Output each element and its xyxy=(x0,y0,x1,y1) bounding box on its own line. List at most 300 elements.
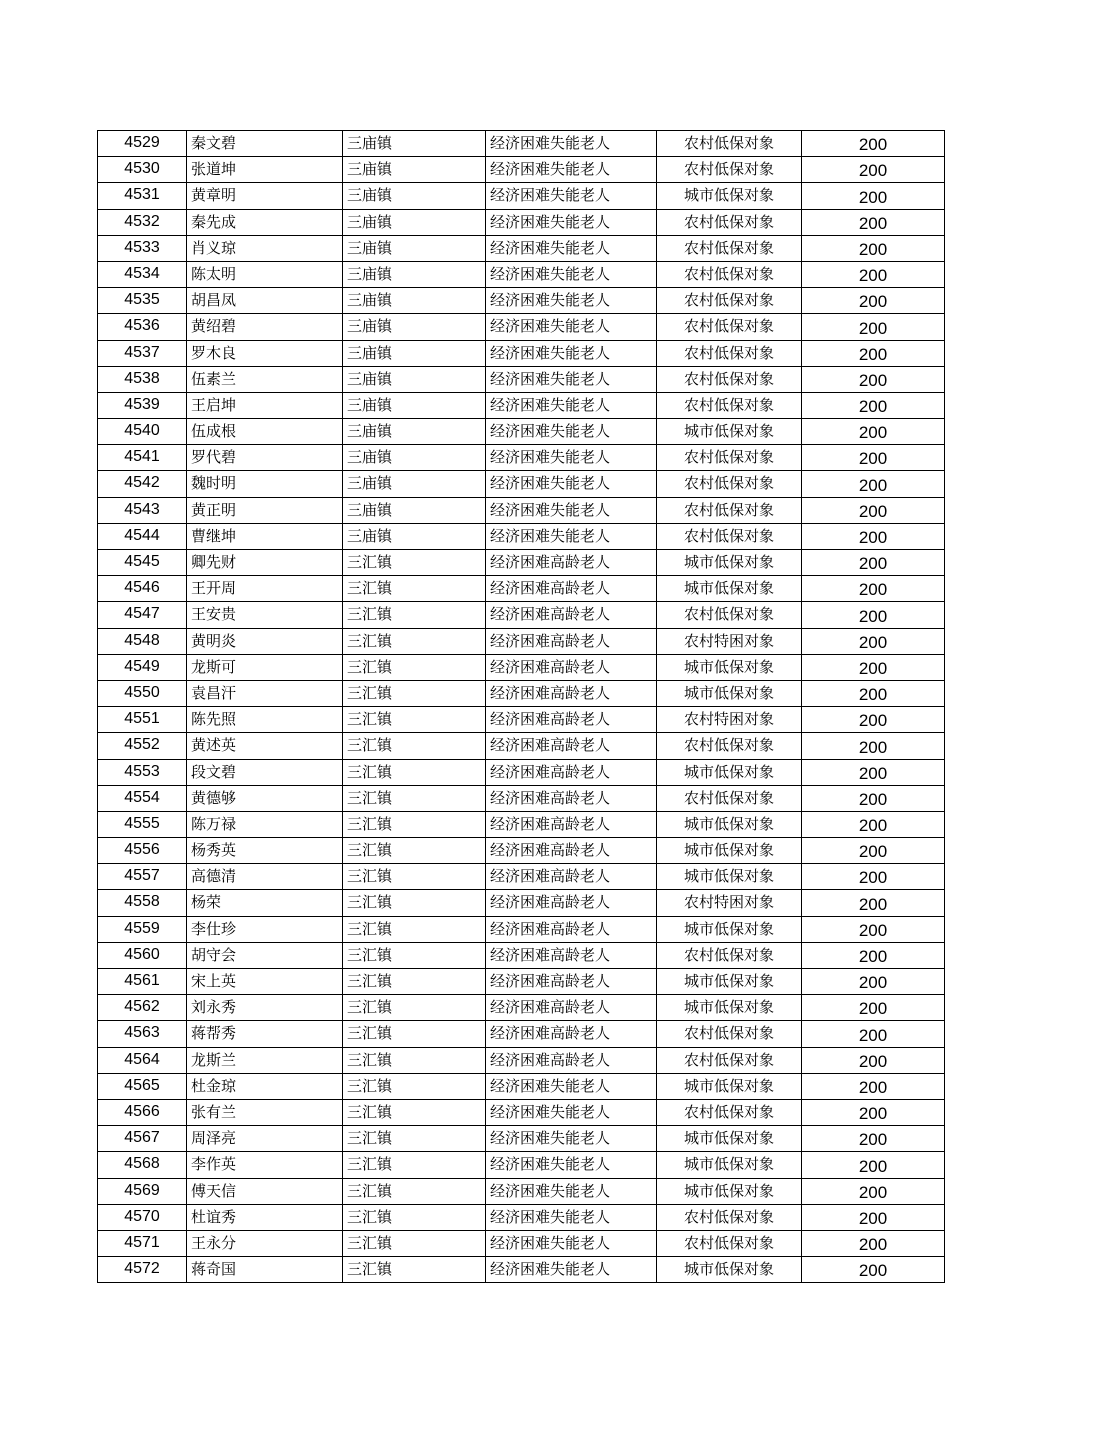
row-number-cell: 4558 xyxy=(98,890,187,916)
category-cell: 经济困难高龄老人 xyxy=(486,1047,657,1073)
town-cell: 三汇镇 xyxy=(343,1230,486,1256)
table-row xyxy=(98,392,945,418)
row-number-cell: 4538 xyxy=(98,366,187,392)
recipient-type-cell: 农村低保对象 xyxy=(657,131,802,157)
amount-cell: 200 xyxy=(802,628,945,654)
recipient-type-cell: 农村低保对象 xyxy=(657,1047,802,1073)
table-row xyxy=(98,969,945,995)
category-cell: 经济困难失能老人 xyxy=(486,131,657,157)
table-row xyxy=(98,445,945,471)
table-row xyxy=(98,785,945,811)
name-cell: 胡昌凤 xyxy=(187,288,343,314)
row-number-cell: 4550 xyxy=(98,680,187,706)
name-cell: 伍成根 xyxy=(187,419,343,445)
category-cell: 经济困难失能老人 xyxy=(486,497,657,523)
row-number-cell: 4568 xyxy=(98,1152,187,1178)
name-cell: 秦先成 xyxy=(187,209,343,235)
row-number-cell: 4531 xyxy=(98,183,187,209)
town-cell: 三汇镇 xyxy=(343,1126,486,1152)
name-cell: 卿先财 xyxy=(187,550,343,576)
category-cell: 经济困难失能老人 xyxy=(486,1230,657,1256)
row-number-cell: 4529 xyxy=(98,131,187,157)
recipient-type-cell: 城市低保对象 xyxy=(657,1126,802,1152)
recipient-type-cell: 农村低保对象 xyxy=(657,366,802,392)
name-cell: 胡守会 xyxy=(187,942,343,968)
table-row xyxy=(98,131,945,157)
town-cell: 三汇镇 xyxy=(343,811,486,837)
name-cell: 刘永秀 xyxy=(187,995,343,1021)
category-cell: 经济困难失能老人 xyxy=(486,523,657,549)
table-row xyxy=(98,1047,945,1073)
recipient-type-cell: 城市低保对象 xyxy=(657,995,802,1021)
recipient-type-cell: 农村低保对象 xyxy=(657,157,802,183)
category-cell: 经济困难失能老人 xyxy=(486,235,657,261)
table-row xyxy=(98,1257,945,1283)
amount-cell: 200 xyxy=(802,261,945,287)
recipient-type-cell: 城市低保对象 xyxy=(657,654,802,680)
amount-cell: 200 xyxy=(802,419,945,445)
name-cell: 杨荣 xyxy=(187,890,343,916)
subsidy-table xyxy=(97,130,945,1283)
category-cell: 经济困难失能老人 xyxy=(486,445,657,471)
town-cell: 三汇镇 xyxy=(343,1204,486,1230)
amount-cell: 200 xyxy=(802,131,945,157)
town-cell: 三庙镇 xyxy=(343,288,486,314)
name-cell: 黄德够 xyxy=(187,785,343,811)
row-number-cell: 4541 xyxy=(98,445,187,471)
town-cell: 三汇镇 xyxy=(343,864,486,890)
town-cell: 三汇镇 xyxy=(343,1099,486,1125)
recipient-type-cell: 城市低保对象 xyxy=(657,838,802,864)
row-number-cell: 4549 xyxy=(98,654,187,680)
name-cell: 高德清 xyxy=(187,864,343,890)
name-cell: 陈先照 xyxy=(187,707,343,733)
town-cell: 三汇镇 xyxy=(343,916,486,942)
category-cell: 经济困难高龄老人 xyxy=(486,707,657,733)
table-row xyxy=(98,916,945,942)
amount-cell: 200 xyxy=(802,864,945,890)
amount-cell: 200 xyxy=(802,680,945,706)
table-row xyxy=(98,419,945,445)
table-row xyxy=(98,1073,945,1099)
row-number-cell: 4554 xyxy=(98,785,187,811)
category-cell: 经济困难失能老人 xyxy=(486,1099,657,1125)
town-cell: 三庙镇 xyxy=(343,523,486,549)
town-cell: 三汇镇 xyxy=(343,654,486,680)
table-row xyxy=(98,995,945,1021)
recipient-type-cell: 农村低保对象 xyxy=(657,1099,802,1125)
name-cell: 李仕珍 xyxy=(187,916,343,942)
recipient-type-cell: 农村低保对象 xyxy=(657,785,802,811)
category-cell: 经济困难高龄老人 xyxy=(486,550,657,576)
category-cell: 经济困难失能老人 xyxy=(486,1178,657,1204)
amount-cell: 200 xyxy=(802,183,945,209)
amount-cell: 200 xyxy=(802,890,945,916)
name-cell: 王开周 xyxy=(187,576,343,602)
recipient-type-cell: 农村特困对象 xyxy=(657,707,802,733)
town-cell: 三汇镇 xyxy=(343,1047,486,1073)
category-cell: 经济困难失能老人 xyxy=(486,261,657,287)
category-cell: 经济困难失能老人 xyxy=(486,1073,657,1099)
row-number-cell: 4571 xyxy=(98,1230,187,1256)
amount-cell: 200 xyxy=(802,811,945,837)
row-number-cell: 4534 xyxy=(98,261,187,287)
town-cell: 三庙镇 xyxy=(343,366,486,392)
town-cell: 三汇镇 xyxy=(343,628,486,654)
row-number-cell: 4556 xyxy=(98,838,187,864)
name-cell: 曹继坤 xyxy=(187,523,343,549)
table-row xyxy=(98,523,945,549)
category-cell: 经济困难高龄老人 xyxy=(486,838,657,864)
name-cell: 黄正明 xyxy=(187,497,343,523)
table-row xyxy=(98,1152,945,1178)
category-cell: 经济困难高龄老人 xyxy=(486,680,657,706)
category-cell: 经济困难失能老人 xyxy=(486,288,657,314)
recipient-type-cell: 城市低保对象 xyxy=(657,1257,802,1283)
category-cell: 经济困难高龄老人 xyxy=(486,602,657,628)
recipient-type-cell: 城市低保对象 xyxy=(657,680,802,706)
recipient-type-cell: 农村低保对象 xyxy=(657,340,802,366)
category-cell: 经济困难高龄老人 xyxy=(486,942,657,968)
town-cell: 三汇镇 xyxy=(343,838,486,864)
amount-cell: 200 xyxy=(802,838,945,864)
recipient-type-cell: 农村低保对象 xyxy=(657,602,802,628)
row-number-cell: 4540 xyxy=(98,419,187,445)
recipient-type-cell: 农村低保对象 xyxy=(657,1021,802,1047)
category-cell: 经济困难高龄老人 xyxy=(486,1021,657,1047)
amount-cell: 200 xyxy=(802,445,945,471)
category-cell: 经济困难失能老人 xyxy=(486,1126,657,1152)
amount-cell: 200 xyxy=(802,523,945,549)
row-number-cell: 4543 xyxy=(98,497,187,523)
amount-cell: 200 xyxy=(802,1178,945,1204)
amount-cell: 200 xyxy=(802,1152,945,1178)
row-number-cell: 4572 xyxy=(98,1257,187,1283)
row-number-cell: 4547 xyxy=(98,602,187,628)
amount-cell: 200 xyxy=(802,759,945,785)
table-row xyxy=(98,628,945,654)
town-cell: 三汇镇 xyxy=(343,785,486,811)
town-cell: 三汇镇 xyxy=(343,602,486,628)
amount-cell: 200 xyxy=(802,1073,945,1099)
category-cell: 经济困难失能老人 xyxy=(486,366,657,392)
name-cell: 龙斯可 xyxy=(187,654,343,680)
amount-cell: 200 xyxy=(802,288,945,314)
name-cell: 黄章明 xyxy=(187,183,343,209)
town-cell: 三庙镇 xyxy=(343,131,486,157)
town-cell: 三庙镇 xyxy=(343,340,486,366)
table-row xyxy=(98,942,945,968)
row-number-cell: 4562 xyxy=(98,995,187,1021)
recipient-type-cell: 城市低保对象 xyxy=(657,916,802,942)
table-row xyxy=(98,1126,945,1152)
amount-cell: 200 xyxy=(802,314,945,340)
recipient-type-cell: 农村低保对象 xyxy=(657,235,802,261)
recipient-type-cell: 农村低保对象 xyxy=(657,942,802,968)
table-row xyxy=(98,288,945,314)
table-row xyxy=(98,654,945,680)
recipient-type-cell: 城市低保对象 xyxy=(657,419,802,445)
amount-cell: 200 xyxy=(802,340,945,366)
row-number-cell: 4546 xyxy=(98,576,187,602)
name-cell: 傅天信 xyxy=(187,1178,343,1204)
name-cell: 杨秀英 xyxy=(187,838,343,864)
town-cell: 三汇镇 xyxy=(343,1152,486,1178)
recipient-type-cell: 城市低保对象 xyxy=(657,1073,802,1099)
town-cell: 三庙镇 xyxy=(343,235,486,261)
town-cell: 三庙镇 xyxy=(343,314,486,340)
row-number-cell: 4564 xyxy=(98,1047,187,1073)
table-row xyxy=(98,550,945,576)
name-cell: 肖义琼 xyxy=(187,235,343,261)
town-cell: 三庙镇 xyxy=(343,445,486,471)
name-cell: 周泽亮 xyxy=(187,1126,343,1152)
table-row xyxy=(98,471,945,497)
name-cell: 黄述英 xyxy=(187,733,343,759)
amount-cell: 200 xyxy=(802,1230,945,1256)
recipient-type-cell: 农村低保对象 xyxy=(657,392,802,418)
name-cell: 魏时明 xyxy=(187,471,343,497)
amount-cell: 200 xyxy=(802,550,945,576)
name-cell: 罗代碧 xyxy=(187,445,343,471)
recipient-type-cell: 城市低保对象 xyxy=(657,759,802,785)
amount-cell: 200 xyxy=(802,209,945,235)
name-cell: 罗木良 xyxy=(187,340,343,366)
recipient-type-cell: 城市低保对象 xyxy=(657,864,802,890)
name-cell: 陈万禄 xyxy=(187,811,343,837)
recipient-type-cell: 农村低保对象 xyxy=(657,1204,802,1230)
name-cell: 王永分 xyxy=(187,1230,343,1256)
town-cell: 三庙镇 xyxy=(343,183,486,209)
town-cell: 三庙镇 xyxy=(343,209,486,235)
table-row xyxy=(98,1099,945,1125)
row-number-cell: 4567 xyxy=(98,1126,187,1152)
row-number-cell: 4545 xyxy=(98,550,187,576)
table-row xyxy=(98,680,945,706)
table-row xyxy=(98,602,945,628)
table-row xyxy=(98,209,945,235)
row-number-cell: 4548 xyxy=(98,628,187,654)
row-number-cell: 4570 xyxy=(98,1204,187,1230)
town-cell: 三汇镇 xyxy=(343,1073,486,1099)
table-row xyxy=(98,811,945,837)
table-row xyxy=(98,838,945,864)
table-row xyxy=(98,1204,945,1230)
town-cell: 三庙镇 xyxy=(343,261,486,287)
row-number-cell: 4535 xyxy=(98,288,187,314)
row-number-cell: 4563 xyxy=(98,1021,187,1047)
category-cell: 经济困难失能老人 xyxy=(486,314,657,340)
town-cell: 三汇镇 xyxy=(343,1257,486,1283)
table-row xyxy=(98,576,945,602)
category-cell: 经济困难高龄老人 xyxy=(486,654,657,680)
town-cell: 三汇镇 xyxy=(343,1021,486,1047)
name-cell: 黄绍碧 xyxy=(187,314,343,340)
recipient-type-cell: 城市低保对象 xyxy=(657,550,802,576)
town-cell: 三庙镇 xyxy=(343,419,486,445)
town-cell: 三汇镇 xyxy=(343,1178,486,1204)
row-number-cell: 4559 xyxy=(98,916,187,942)
town-cell: 三汇镇 xyxy=(343,995,486,1021)
name-cell: 杜金琼 xyxy=(187,1073,343,1099)
table-row xyxy=(98,1021,945,1047)
amount-cell: 200 xyxy=(802,1126,945,1152)
table-row xyxy=(98,733,945,759)
category-cell: 经济困难失能老人 xyxy=(486,1152,657,1178)
category-cell: 经济困难失能老人 xyxy=(486,471,657,497)
category-cell: 经济困难高龄老人 xyxy=(486,785,657,811)
table-row xyxy=(98,864,945,890)
recipient-type-cell: 农村低保对象 xyxy=(657,314,802,340)
recipient-type-cell: 农村低保对象 xyxy=(657,497,802,523)
amount-cell: 200 xyxy=(802,995,945,1021)
name-cell: 袁昌汗 xyxy=(187,680,343,706)
amount-cell: 200 xyxy=(802,576,945,602)
table-row xyxy=(98,157,945,183)
amount-cell: 200 xyxy=(802,1204,945,1230)
name-cell: 王启坤 xyxy=(187,392,343,418)
row-number-cell: 4539 xyxy=(98,392,187,418)
row-number-cell: 4557 xyxy=(98,864,187,890)
category-cell: 经济困难高龄老人 xyxy=(486,995,657,1021)
amount-cell: 200 xyxy=(802,969,945,995)
recipient-type-cell: 城市低保对象 xyxy=(657,183,802,209)
row-number-cell: 4533 xyxy=(98,235,187,261)
recipient-type-cell: 城市低保对象 xyxy=(657,576,802,602)
town-cell: 三庙镇 xyxy=(343,497,486,523)
name-cell: 宋上英 xyxy=(187,969,343,995)
row-number-cell: 4555 xyxy=(98,811,187,837)
recipient-type-cell: 农村低保对象 xyxy=(657,1230,802,1256)
name-cell: 王安贵 xyxy=(187,602,343,628)
recipient-type-cell: 农村低保对象 xyxy=(657,733,802,759)
recipient-type-cell: 城市低保对象 xyxy=(657,811,802,837)
amount-cell: 200 xyxy=(802,366,945,392)
name-cell: 黄明炎 xyxy=(187,628,343,654)
table-row xyxy=(98,314,945,340)
amount-cell: 200 xyxy=(802,654,945,680)
category-cell: 经济困难失能老人 xyxy=(486,157,657,183)
category-cell: 经济困难高龄老人 xyxy=(486,969,657,995)
amount-cell: 200 xyxy=(802,785,945,811)
name-cell: 张有兰 xyxy=(187,1099,343,1125)
name-cell: 伍素兰 xyxy=(187,366,343,392)
category-cell: 经济困难失能老人 xyxy=(486,340,657,366)
table-row xyxy=(98,366,945,392)
row-number-cell: 4552 xyxy=(98,733,187,759)
name-cell: 杜谊秀 xyxy=(187,1204,343,1230)
amount-cell: 200 xyxy=(802,235,945,261)
amount-cell: 200 xyxy=(802,392,945,418)
town-cell: 三汇镇 xyxy=(343,733,486,759)
row-number-cell: 4551 xyxy=(98,707,187,733)
amount-cell: 200 xyxy=(802,942,945,968)
table-row xyxy=(98,183,945,209)
recipient-type-cell: 城市低保对象 xyxy=(657,1152,802,1178)
row-number-cell: 4553 xyxy=(98,759,187,785)
category-cell: 经济困难失能老人 xyxy=(486,1204,657,1230)
table-row xyxy=(98,759,945,785)
town-cell: 三汇镇 xyxy=(343,576,486,602)
row-number-cell: 4566 xyxy=(98,1099,187,1125)
amount-cell: 200 xyxy=(802,733,945,759)
row-number-cell: 4560 xyxy=(98,942,187,968)
town-cell: 三汇镇 xyxy=(343,942,486,968)
amount-cell: 200 xyxy=(802,497,945,523)
amount-cell: 200 xyxy=(802,1047,945,1073)
category-cell: 经济困难高龄老人 xyxy=(486,811,657,837)
recipient-type-cell: 农村低保对象 xyxy=(657,471,802,497)
town-cell: 三汇镇 xyxy=(343,550,486,576)
amount-cell: 200 xyxy=(802,707,945,733)
name-cell: 张道坤 xyxy=(187,157,343,183)
town-cell: 三汇镇 xyxy=(343,707,486,733)
table-row xyxy=(98,707,945,733)
name-cell: 蒋帮秀 xyxy=(187,1021,343,1047)
category-cell: 经济困难高龄老人 xyxy=(486,890,657,916)
category-cell: 经济困难高龄老人 xyxy=(486,916,657,942)
table-row xyxy=(98,340,945,366)
table-row xyxy=(98,1178,945,1204)
recipient-type-cell: 农村特困对象 xyxy=(657,890,802,916)
name-cell: 陈太明 xyxy=(187,261,343,287)
name-cell: 秦文碧 xyxy=(187,131,343,157)
table-body xyxy=(98,131,945,1283)
amount-cell: 200 xyxy=(802,157,945,183)
category-cell: 经济困难高龄老人 xyxy=(486,628,657,654)
recipient-type-cell: 农村低保对象 xyxy=(657,288,802,314)
recipient-type-cell: 城市低保对象 xyxy=(657,1178,802,1204)
amount-cell: 200 xyxy=(802,1021,945,1047)
table-row xyxy=(98,890,945,916)
category-cell: 经济困难高龄老人 xyxy=(486,733,657,759)
table-row xyxy=(98,261,945,287)
amount-cell: 200 xyxy=(802,916,945,942)
row-number-cell: 4544 xyxy=(98,523,187,549)
name-cell: 蒋奇国 xyxy=(187,1257,343,1283)
category-cell: 经济困难失能老人 xyxy=(486,1257,657,1283)
table-row xyxy=(98,235,945,261)
category-cell: 经济困难高龄老人 xyxy=(486,864,657,890)
town-cell: 三庙镇 xyxy=(343,392,486,418)
recipient-type-cell: 农村低保对象 xyxy=(657,523,802,549)
category-cell: 经济困难高龄老人 xyxy=(486,759,657,785)
category-cell: 经济困难失能老人 xyxy=(486,419,657,445)
name-cell: 龙斯兰 xyxy=(187,1047,343,1073)
row-number-cell: 4530 xyxy=(98,157,187,183)
name-cell: 李作英 xyxy=(187,1152,343,1178)
row-number-cell: 4532 xyxy=(98,209,187,235)
amount-cell: 200 xyxy=(802,1257,945,1283)
amount-cell: 200 xyxy=(802,1099,945,1125)
town-cell: 三汇镇 xyxy=(343,759,486,785)
table-row xyxy=(98,1230,945,1256)
category-cell: 经济困难失能老人 xyxy=(486,209,657,235)
name-cell: 段文碧 xyxy=(187,759,343,785)
table-row xyxy=(98,497,945,523)
category-cell: 经济困难高龄老人 xyxy=(486,576,657,602)
category-cell: 经济困难失能老人 xyxy=(486,392,657,418)
recipient-type-cell: 农村特困对象 xyxy=(657,628,802,654)
town-cell: 三庙镇 xyxy=(343,471,486,497)
amount-cell: 200 xyxy=(802,471,945,497)
row-number-cell: 4536 xyxy=(98,314,187,340)
town-cell: 三汇镇 xyxy=(343,680,486,706)
recipient-type-cell: 农村低保对象 xyxy=(657,261,802,287)
town-cell: 三汇镇 xyxy=(343,969,486,995)
row-number-cell: 4537 xyxy=(98,340,187,366)
town-cell: 三庙镇 xyxy=(343,157,486,183)
